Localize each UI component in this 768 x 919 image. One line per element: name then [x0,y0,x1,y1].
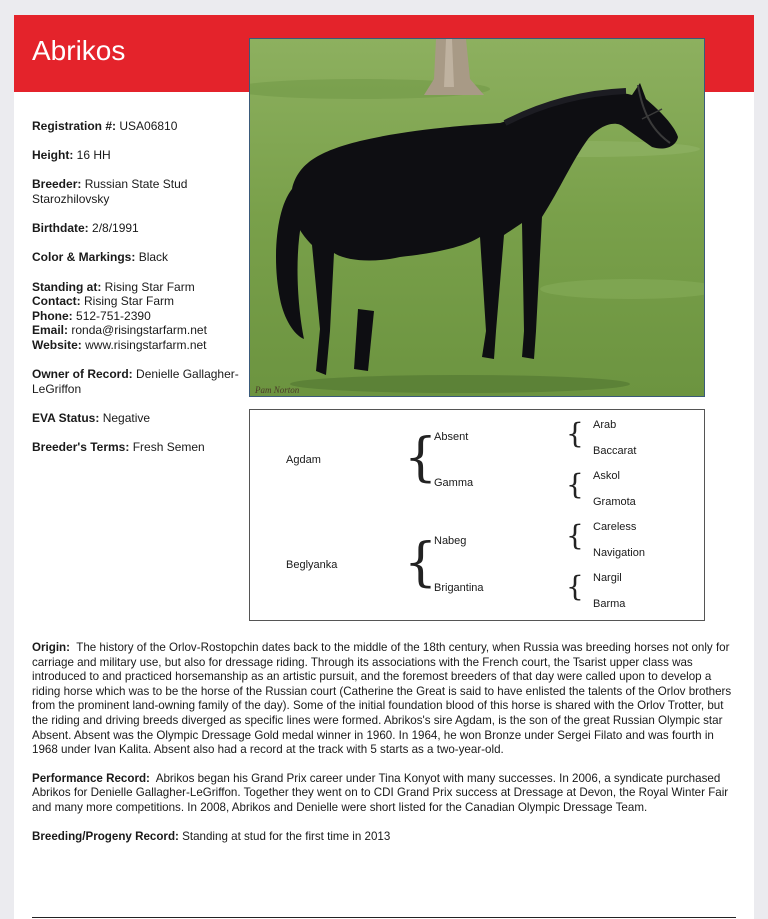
pedigree-g3: Barma [593,598,626,610]
owner-value: Denielle Gallagher-LeGriffon [32,367,239,396]
registration-value: USA06810 [119,119,178,133]
birthdate-value: 2/8/1991 [92,221,139,236]
origin-text: The history of the Orlov-Rostopchin dates back to the middle of the 18th century, when Russia was breeding horses not only for carriage and military use, but also for dressage riding. Through its associations with the French court, the Tsarist upper class was introduced to and practiced horsemanship as an artistic pursuit, and the foremost breeders of that day were called upon to develop a riding horse which was to be the horse of the Russian court (Catherine the Great is said to have enlisted the talents of the Orlov brothers from the prominent land-owning family of the day). Some of the initial foundation blood of this horse is shared with the Orlov Trotter, but the riding and driving breeds diverged as specific lines were formed. Abrikos's sire Agdam, is the son of the great Russian Olympic star Absent. Absent was the Olympic Dressage Gold medal winner in 1960. In 1964, he won Bronze under Sergei Filato and was fourth in 1968 under Ivan Kalita. Absent also had a record at the track with 5 starts as a two-year-old. [32,641,732,757]
phone-label: Phone: [32,308,73,323]
brace-icon: { [566,570,584,603]
email-link[interactable]: ronda@risingstarfarm.net [71,323,207,338]
performance-paragraph [32,772,732,816]
registration-label: Registration #: [32,119,117,133]
pedigree-sire: Agdam [286,454,321,466]
brace-icon: { [566,417,584,450]
terms-row [32,440,247,455]
pedigree-sire-dam: Gamma [434,477,474,489]
website-row [32,338,247,353]
stallion-sheet [14,15,754,919]
horse-illustration [250,39,704,396]
email-row [32,323,247,338]
breeder-value: Russian State Stud Starozhilovsky [32,177,188,206]
phone-row [32,309,247,324]
pedigree-g3: Nargil [593,572,622,584]
color-label: Color & Markings: [32,250,136,265]
description [32,641,732,858]
website-link[interactable]: www.risingstarfarm.net [85,337,207,352]
pedigree-dam-dam: Brigantina [434,582,484,594]
brace-icon: { [404,533,438,593]
pedigree-g3: Gramota [593,496,636,508]
pedigree-chart [249,409,705,621]
pedigree-dam: Beglyanka [286,559,338,571]
brace-icon: { [404,428,438,488]
stallion-info [32,119,247,455]
email-label: Email: [32,323,69,338]
pedigree-g3: Askol [593,470,620,482]
color-value: Black [138,250,169,265]
birthdate-label: Birthdate: [32,221,89,236]
pedigree-g3: Navigation [593,547,645,559]
origin-paragraph [32,641,732,758]
terms-label: Breeder's Terms: [32,440,130,455]
eva-label: EVA Status: [32,410,100,425]
brace-icon: { [566,519,584,552]
pedigree-g3: Arab [593,419,617,431]
terms-value: Fresh Semen [132,440,205,455]
registration-row [32,119,247,134]
owner-label: Owner of Record: [32,367,133,382]
eva-row [32,411,247,426]
breeder-row [32,177,247,206]
standing-value: Rising Star Farm [104,279,195,294]
brace-icon: { [566,468,584,501]
color-row [32,250,247,265]
height-value: 16 HH [76,148,111,163]
breeding-text: Standing at stud for the first time in 2013 [182,829,391,843]
pedigree-g3: Baccarat [593,445,637,457]
eva-value: Negative [102,410,151,425]
pedigree-sire-sire: Absent [434,431,469,443]
origin-label: Origin: [32,641,70,654]
page-title: Abrikos [32,35,126,66]
contact-row [32,294,247,309]
contact-label: Contact: [32,294,81,309]
birthdate-row [32,221,247,236]
standing-row [32,280,247,295]
pedigree-dam-sire: Nabeg [434,535,467,547]
performance-label: Performance Record: [32,771,150,785]
photo-credit: Pam Norton [255,385,300,395]
owner-row [32,367,247,396]
contact-value: Rising Star Farm [84,294,175,309]
height-label: Height: [32,148,74,163]
website-label: Website: [32,337,82,352]
divider [32,917,736,918]
pedigree-g3: Careless [593,521,637,533]
phone-value: 512-751-2390 [76,308,151,323]
height-row [32,148,247,163]
breeding-paragraph [32,830,732,845]
breeding-label: Breeding/Progeny Record: [32,829,179,843]
standing-label: Standing at: [32,279,102,294]
breeder-label: Breeder: [32,177,82,192]
horse-photo [249,38,705,397]
performance-text: Abrikos began his Grand Prix career under Tina Konyot with many successes. In 2006, a syndicate purchased Abrikos for Denielle Gallagher-LeGriffon. Together they went on to CDI Grand Prix success at Dressage at Devon, the Royal Winter Fair and many more competitions. In 2008, Abrikos and Denielle were short listed for the Canadian Olympic Dressage Team. [32,771,729,814]
